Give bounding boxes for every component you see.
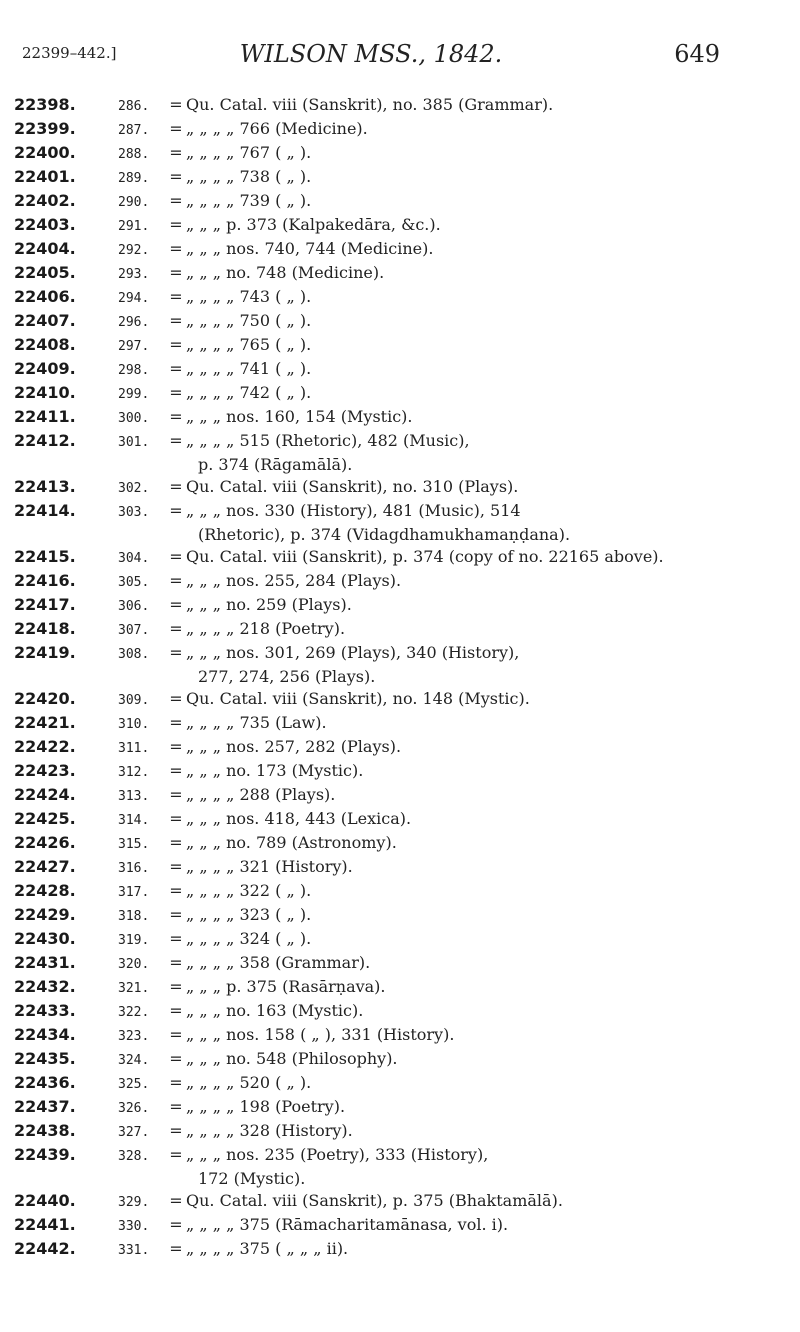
entry-number: 22408. xyxy=(14,335,76,354)
entry-number: 22413. xyxy=(14,477,76,496)
entry-list xyxy=(14,94,770,1262)
entry-number: 22434. xyxy=(14,1025,76,1044)
entry-subnumber: 324. xyxy=(118,1053,150,1068)
list-item xyxy=(14,382,770,406)
entry-number: 22409. xyxy=(14,359,76,378)
entry-equals: = xyxy=(169,1121,183,1140)
entry-description: „ „ „ „ 288 (Plays). xyxy=(186,785,336,804)
entry-subnumber: 326. xyxy=(118,1101,150,1116)
entry-equals: = xyxy=(169,239,183,258)
entry-subnumber: 294. xyxy=(118,291,150,306)
list-item xyxy=(14,712,770,736)
list-item xyxy=(14,334,770,358)
entry-subnumber: 315. xyxy=(118,837,150,852)
list-item xyxy=(14,928,770,952)
entry-subnumber: 286. xyxy=(118,99,150,114)
header-title: WILSON MSS., 1842. xyxy=(239,40,503,68)
entry-equals: = xyxy=(169,905,183,924)
entry-description: „ „ „ „ 738 ( „ ). xyxy=(186,167,312,186)
entry-equals: = xyxy=(169,1025,183,1044)
list-item xyxy=(14,1024,770,1048)
entry-equals: = xyxy=(169,689,183,708)
entry-number: 22407. xyxy=(14,311,76,330)
list-item xyxy=(14,238,770,262)
entry-subnumber: 297. xyxy=(118,339,150,354)
list-item xyxy=(14,880,770,904)
entry-equals: = xyxy=(169,311,183,330)
entry-description: „ „ „ no. 163 (Mystic). xyxy=(186,1001,364,1020)
entry-subnumber: 288. xyxy=(118,147,150,162)
entry-number: 22427. xyxy=(14,857,76,876)
list-item xyxy=(14,1096,770,1120)
entry-equals: = xyxy=(169,431,183,450)
entry-subnumber: 304. xyxy=(118,551,150,566)
entry-subnumber: 328. xyxy=(118,1149,150,1164)
entry-description: „ „ „ „ 739 ( „ ). xyxy=(186,191,312,210)
entry-description: „ „ „ no. 789 (Astronomy). xyxy=(186,833,397,852)
entry-number: 22411. xyxy=(14,407,76,426)
entry-number: 22406. xyxy=(14,287,76,306)
entry-subnumber: 314. xyxy=(118,813,150,828)
list-item xyxy=(14,808,770,832)
entry-description: „ „ „ nos. 158 ( „ ), 331 (History). xyxy=(186,1025,455,1044)
list-item xyxy=(14,406,770,430)
entry-subnumber: 308. xyxy=(118,647,150,662)
entry-description: „ „ „ „ 515 (Rhetoric), 482 (Music), xyxy=(186,431,470,450)
entry-number: 22428. xyxy=(14,881,76,900)
entry-description: „ „ „ „ 766 (Medicine). xyxy=(186,119,368,138)
entry-equals: = xyxy=(169,571,183,590)
entry-equals: = xyxy=(169,167,183,186)
entry-equals: = xyxy=(169,785,183,804)
entry-equals: = xyxy=(169,1001,183,1020)
entry-description: Qu. Catal. viii (Sanskrit), p. 374 (copy of no. 22165 above). xyxy=(186,547,664,566)
entry-description: „ „ „ no. 259 (Plays). xyxy=(186,595,352,614)
entry-subnumber: 296. xyxy=(118,315,150,330)
entry-equals: = xyxy=(169,857,183,876)
entry-equals: = xyxy=(169,407,183,426)
entry-description: „ „ „ „ 198 (Poetry). xyxy=(186,1097,346,1116)
entry-subnumber: 301. xyxy=(118,435,150,450)
list-item xyxy=(14,500,770,524)
entry-equals: = xyxy=(169,1145,183,1164)
list-item xyxy=(14,286,770,310)
entry-number: 22400. xyxy=(14,143,76,162)
entry-subnumber: 312. xyxy=(118,765,150,780)
list-item xyxy=(14,166,770,190)
entry-description: Qu. Catal. viii (Sanskrit), p. 375 (Bhaktamālā). xyxy=(186,1191,563,1210)
entry-description: „ „ „ no. 748 (Medicine). xyxy=(186,263,385,282)
entry-description: „ „ „ no. 173 (Mystic). xyxy=(186,761,364,780)
entry-number: 22432. xyxy=(14,977,76,996)
list-item xyxy=(14,1144,770,1168)
list-item xyxy=(14,476,770,500)
entry-description: „ „ „ „ 735 (Law). xyxy=(186,713,327,732)
entry-equals: = xyxy=(169,95,183,114)
list-item xyxy=(14,142,770,166)
entry-description: „ „ „ nos. 235 (Poetry), 333 (History), xyxy=(186,1145,489,1164)
entry-subnumber: 323. xyxy=(118,1029,150,1044)
entry-description: „ „ „ „ 375 ( „ „ „ ii). xyxy=(186,1239,349,1258)
entry-description: „ „ „ „ 520 ( „ ). xyxy=(186,1073,312,1092)
entry-number: 22426. xyxy=(14,833,76,852)
list-item xyxy=(14,1072,770,1096)
list-item xyxy=(14,784,770,808)
entry-equals: = xyxy=(169,929,183,948)
entry-continuation: p. 374 (Rāgamālā). xyxy=(198,455,353,474)
entry-number: 22405. xyxy=(14,263,76,282)
entry-description: „ „ „ „ 322 ( „ ). xyxy=(186,881,312,900)
entry-number: 22398. xyxy=(14,95,76,114)
entry-equals: = xyxy=(169,881,183,900)
entry-subnumber: 331. xyxy=(118,1243,150,1258)
list-item xyxy=(14,430,770,454)
entry-equals: = xyxy=(169,143,183,162)
entry-subnumber: 291. xyxy=(118,219,150,234)
entry-description: „ „ „ „ 750 ( „ ). xyxy=(186,311,312,330)
entry-number: 22403. xyxy=(14,215,76,234)
entry-subnumber: 306. xyxy=(118,599,150,614)
entry-description: „ „ „ „ 358 (Grammar). xyxy=(186,953,371,972)
list-item xyxy=(14,118,770,142)
entry-number: 22401. xyxy=(14,167,76,186)
entry-subnumber: 325. xyxy=(118,1077,150,1092)
entry-subnumber: 290. xyxy=(118,195,150,210)
entry-description: „ „ „ p. 373 (Kalpakedāra, &c.). xyxy=(186,215,441,234)
list-item xyxy=(14,1190,770,1214)
entry-equals: = xyxy=(169,595,183,614)
entry-subnumber: 329. xyxy=(118,1195,150,1210)
entry-equals: = xyxy=(169,737,183,756)
list-item xyxy=(14,618,770,642)
entry-equals: = xyxy=(169,359,183,378)
entry-number: 22441. xyxy=(14,1215,76,1234)
entry-subnumber: 311. xyxy=(118,741,150,756)
entry-equals: = xyxy=(169,335,183,354)
entry-equals: = xyxy=(169,643,183,662)
entry-number: 22425. xyxy=(14,809,76,828)
entry-subnumber: 309. xyxy=(118,693,150,708)
list-item xyxy=(14,1238,770,1262)
list-item xyxy=(14,1048,770,1072)
entry-equals: = xyxy=(169,1191,183,1210)
entry-subnumber: 317. xyxy=(118,885,150,900)
entry-description: „ „ „ nos. 330 (History), 481 (Music), 514 xyxy=(186,501,521,520)
entry-description: „ „ „ „ 743 ( „ ). xyxy=(186,287,312,306)
entry-subnumber: 305. xyxy=(118,575,150,590)
entry-subnumber: 307. xyxy=(118,623,150,638)
list-item xyxy=(14,214,770,238)
list-item xyxy=(14,904,770,928)
entry-subnumber: 293. xyxy=(118,267,150,282)
entry-description: „ „ „ „ 765 ( „ ). xyxy=(186,335,312,354)
page-number: 649 xyxy=(674,40,720,68)
entry-number: 22399. xyxy=(14,119,76,138)
entry-number: 22440. xyxy=(14,1191,76,1210)
entry-description: „ „ „ „ 742 ( „ ). xyxy=(186,383,312,402)
list-item xyxy=(14,642,770,666)
entry-number: 22438. xyxy=(14,1121,76,1140)
entry-equals: = xyxy=(169,287,183,306)
entry-number: 22436. xyxy=(14,1073,76,1092)
entry-equals: = xyxy=(169,119,183,138)
entry-number: 22437. xyxy=(14,1097,76,1116)
entry-equals: = xyxy=(169,191,183,210)
list-item xyxy=(14,546,770,570)
entry-number: 22433. xyxy=(14,1001,76,1020)
header-range: 22399–442.] xyxy=(22,44,117,62)
list-item xyxy=(14,688,770,712)
list-item xyxy=(14,856,770,880)
entry-number: 22435. xyxy=(14,1049,76,1068)
entry-subnumber: 289. xyxy=(118,171,150,186)
entry-number: 22431. xyxy=(14,953,76,972)
entry-subnumber: 320. xyxy=(118,957,150,972)
entry-number: 22417. xyxy=(14,595,76,614)
entry-description: „ „ „ nos. 301, 269 (Plays), 340 (History), xyxy=(186,643,520,662)
entry-number: 22421. xyxy=(14,713,76,732)
entry-subnumber: 302. xyxy=(118,481,150,496)
entry-number: 22404. xyxy=(14,239,76,258)
entry-number: 22439. xyxy=(14,1145,76,1164)
page-header xyxy=(22,40,720,80)
entry-continuation: 277, 274, 256 (Plays). xyxy=(198,667,376,686)
list-item xyxy=(14,1000,770,1024)
entry-equals: = xyxy=(169,977,183,996)
entry-number: 22418. xyxy=(14,619,76,638)
list-item xyxy=(14,570,770,594)
entry-number: 22410. xyxy=(14,383,76,402)
entry-number: 22412. xyxy=(14,431,76,450)
entry-number: 22429. xyxy=(14,905,76,924)
entry-subnumber: 318. xyxy=(118,909,150,924)
list-item xyxy=(14,1120,770,1144)
entry-equals: = xyxy=(169,713,183,732)
entry-description: „ „ „ nos. 257, 282 (Plays). xyxy=(186,737,402,756)
list-item xyxy=(14,358,770,382)
list-item xyxy=(14,952,770,976)
entry-equals: = xyxy=(169,501,183,520)
entry-description: „ „ „ „ 741 ( „ ). xyxy=(186,359,312,378)
entry-equals: = xyxy=(169,477,183,496)
entry-subnumber: 330. xyxy=(118,1219,150,1234)
entry-equals: = xyxy=(169,1073,183,1092)
entry-description: „ „ „ „ 324 ( „ ). xyxy=(186,929,312,948)
entry-equals: = xyxy=(169,547,183,566)
entry-description: „ „ „ p. 375 (Rasārṇava). xyxy=(186,977,386,996)
entry-description: „ „ „ no. 548 (Philosophy). xyxy=(186,1049,398,1068)
list-item xyxy=(14,310,770,334)
entry-description: „ „ „ „ 375 (Rāmacharitamānasa, vol. i). xyxy=(186,1215,509,1234)
entry-description: Qu. Catal. viii (Sanskrit), no. 310 (Plays). xyxy=(186,477,519,496)
list-item xyxy=(14,760,770,784)
entry-subnumber: 319. xyxy=(118,933,150,948)
entry-description: „ „ „ nos. 160, 154 (Mystic). xyxy=(186,407,413,426)
entry-subnumber: 316. xyxy=(118,861,150,876)
entry-number: 22423. xyxy=(14,761,76,780)
entry-continuation: 172 (Mystic). xyxy=(198,1169,306,1188)
entry-equals: = xyxy=(169,215,183,234)
list-item xyxy=(14,1214,770,1238)
list-item xyxy=(14,736,770,760)
entry-equals: = xyxy=(169,833,183,852)
entry-equals: = xyxy=(169,383,183,402)
list-item xyxy=(14,190,770,214)
entry-number: 22430. xyxy=(14,929,76,948)
entry-description: „ „ „ „ 328 (History). xyxy=(186,1121,353,1140)
entry-description: „ „ „ „ 321 (History). xyxy=(186,857,353,876)
entry-equals: = xyxy=(169,1239,183,1258)
entry-equals: = xyxy=(169,1097,183,1116)
entry-number: 22420. xyxy=(14,689,76,708)
entry-equals: = xyxy=(169,1215,183,1234)
entry-subnumber: 292. xyxy=(118,243,150,258)
entry-equals: = xyxy=(169,953,183,972)
list-item xyxy=(14,594,770,618)
entry-number: 22442. xyxy=(14,1239,76,1258)
entry-number: 22419. xyxy=(14,643,76,662)
list-item xyxy=(14,976,770,1000)
entry-equals: = xyxy=(169,761,183,780)
entry-number: 22422. xyxy=(14,737,76,756)
entry-subnumber: 303. xyxy=(118,505,150,520)
entry-equals: = xyxy=(169,809,183,828)
entry-continuation: (Rhetoric), p. 374 (Vidagdhamukhamaṇḍana). xyxy=(198,525,571,544)
entry-subnumber: 300. xyxy=(118,411,150,426)
list-item xyxy=(14,94,770,118)
entry-number: 22414. xyxy=(14,501,76,520)
entry-description: „ „ „ „ 218 (Poetry). xyxy=(186,619,346,638)
entry-description: „ „ „ nos. 740, 744 (Medicine). xyxy=(186,239,434,258)
entry-subnumber: 299. xyxy=(118,387,150,402)
entry-equals: = xyxy=(169,619,183,638)
entry-number: 22416. xyxy=(14,571,76,590)
entry-number: 22402. xyxy=(14,191,76,210)
entry-equals: = xyxy=(169,1049,183,1068)
entry-description: Qu. Catal. viii (Sanskrit), no. 148 (Mystic). xyxy=(186,689,530,708)
entry-description: „ „ „ „ 767 ( „ ). xyxy=(186,143,312,162)
entry-subnumber: 322. xyxy=(118,1005,150,1020)
list-item xyxy=(14,832,770,856)
entry-subnumber: 321. xyxy=(118,981,150,996)
entry-number: 22424. xyxy=(14,785,76,804)
entry-description: Qu. Catal. viii (Sanskrit), no. 385 (Grammar). xyxy=(186,95,554,114)
entry-description: „ „ „ nos. 255, 284 (Plays). xyxy=(186,571,402,590)
entry-number: 22415. xyxy=(14,547,76,566)
entry-subnumber: 298. xyxy=(118,363,150,378)
entry-description: „ „ „ nos. 418, 443 (Lexica). xyxy=(186,809,412,828)
entry-subnumber: 310. xyxy=(118,717,150,732)
list-item xyxy=(14,262,770,286)
entry-subnumber: 313. xyxy=(118,789,150,804)
entry-subnumber: 287. xyxy=(118,123,150,138)
entry-equals: = xyxy=(169,263,183,282)
entry-subnumber: 327. xyxy=(118,1125,150,1140)
entry-description: „ „ „ „ 323 ( „ ). xyxy=(186,905,312,924)
